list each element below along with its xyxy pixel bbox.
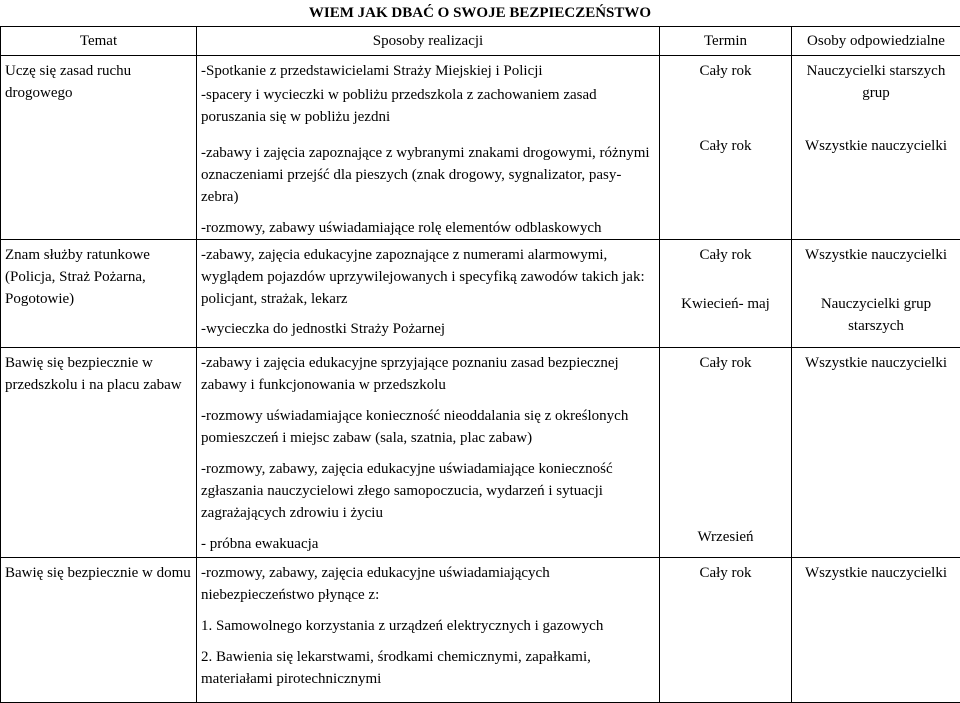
sposoby-cell <box>197 348 660 558</box>
osoby-cell <box>792 558 960 703</box>
sposoby-cell <box>197 558 660 703</box>
termin-value: Cały rok <box>664 352 787 374</box>
header-sposoby: Sposoby realizacji <box>197 27 660 56</box>
table-row <box>1 240 960 348</box>
osoby-value: Wszystkie nauczycielki <box>796 135 956 157</box>
safety-plan-table <box>0 26 960 703</box>
termin-value: Wrzesień <box>664 526 787 548</box>
temat-cell: Bawię się bezpiecznie w domu <box>1 558 197 703</box>
table-row <box>1 558 960 703</box>
activity-item: -wycieczka do jednostki Straży Pożarnej <box>201 318 655 340</box>
termin-value: Kwiecień- maj <box>664 293 787 315</box>
activity-item: 1. Samowolnego korzystania z urządzeń elektrycznych i gazowych <box>201 615 655 637</box>
header-osoby: Osoby odpowiedzialne <box>792 27 960 56</box>
osoby-value: Wszystkie nauczycielki <box>796 562 956 584</box>
osoby-value: Nauczycielki starszych grup <box>796 60 956 104</box>
temat-cell: Bawię się bezpiecznie w przedszkolu i na placu zabaw <box>1 348 197 558</box>
termin-value: Cały rok <box>664 562 787 584</box>
osoby-cell <box>792 56 960 240</box>
activity-item: -rozmowy uświadamiające konieczność nieoddalania się z określonych pomieszczeń i miejsc zabaw (sala, szatnia, plac zabaw) <box>201 405 655 449</box>
header-termin: Termin <box>660 27 792 56</box>
header-temat: Temat <box>1 27 197 56</box>
activity-item: -spacery i wycieczki w pobliżu przedszkola z zachowaniem zasad poruszania się w pobliżu jezdni <box>201 84 655 128</box>
table-header-row <box>1 27 960 56</box>
document-title: WIEM JAK DBAĆ O SWOJE BEZPIECZEŃSTWO <box>0 0 960 26</box>
sposoby-cell <box>197 56 660 240</box>
temat-cell: Znam służby ratunkowe (Policja, Straż Pożarna, Pogotowie) <box>1 240 197 348</box>
termin-cell <box>660 558 792 703</box>
temat-cell: Uczę się zasad ruchu drogowego <box>1 56 197 240</box>
activity-item: -zabawy i zajęcia edukacyjne sprzyjające poznaniu zasad bezpiecznej zabawy i funkcjonowania w przedszkolu <box>201 352 655 396</box>
termin-cell <box>660 348 792 558</box>
activity-item: -zabawy i zajęcia zapoznające z wybranymi znakami drogowymi, różnymi oznaczeniami przejść dla pieszych (znak drogowy, sygnalizator, pasy-zebra) <box>201 142 655 208</box>
osoby-value: Wszystkie nauczycielki <box>796 352 956 374</box>
activity-item: 2. Bawienia się lekarstwami, środkami chemicznymi, zapałkami, materiałami pirotechnicznymi <box>201 646 655 690</box>
termin-cell <box>660 56 792 240</box>
osoby-value: Wszystkie nauczycielki <box>796 244 956 266</box>
osoby-cell <box>792 240 960 348</box>
activity-item: -rozmowy, zabawy, zajęcia edukacyjne uświadamiających niebezpieczeństwo płynące z: <box>201 562 655 606</box>
activity-item: -rozmowy, zabawy, zajęcia edukacyjne uświadamiające konieczność zgłaszania nauczycielowi złego samopoczucia, wydarzeń i sytuacji zagrażających zdrowiu i życiu <box>201 458 655 524</box>
termin-value: Cały rok <box>664 244 787 266</box>
osoby-value: Nauczycielki grup starszych <box>796 293 956 337</box>
activity-item: -Spotkanie z przedstawicielami Straży Miejskiej i Policji <box>201 60 655 82</box>
osoby-cell <box>792 348 960 558</box>
activity-item: - próbna ewakuacja <box>201 533 655 555</box>
activity-item: -rozmowy, zabawy uświadamiające rolę elementów odblaskowych <box>201 217 655 239</box>
termin-cell <box>660 240 792 348</box>
activity-item: -zabawy, zajęcia edukacyjne zapoznające z numerami alarmowymi, wyglądem pojazdów uprzywilejowanych i specyfiką zawodów takich jak: policjant, strażak, lekarz <box>201 244 655 310</box>
termin-value: Cały rok <box>664 135 787 157</box>
sposoby-cell <box>197 240 660 348</box>
table-row <box>1 348 960 558</box>
table-row <box>1 56 960 240</box>
termin-value: Cały rok <box>664 60 787 82</box>
